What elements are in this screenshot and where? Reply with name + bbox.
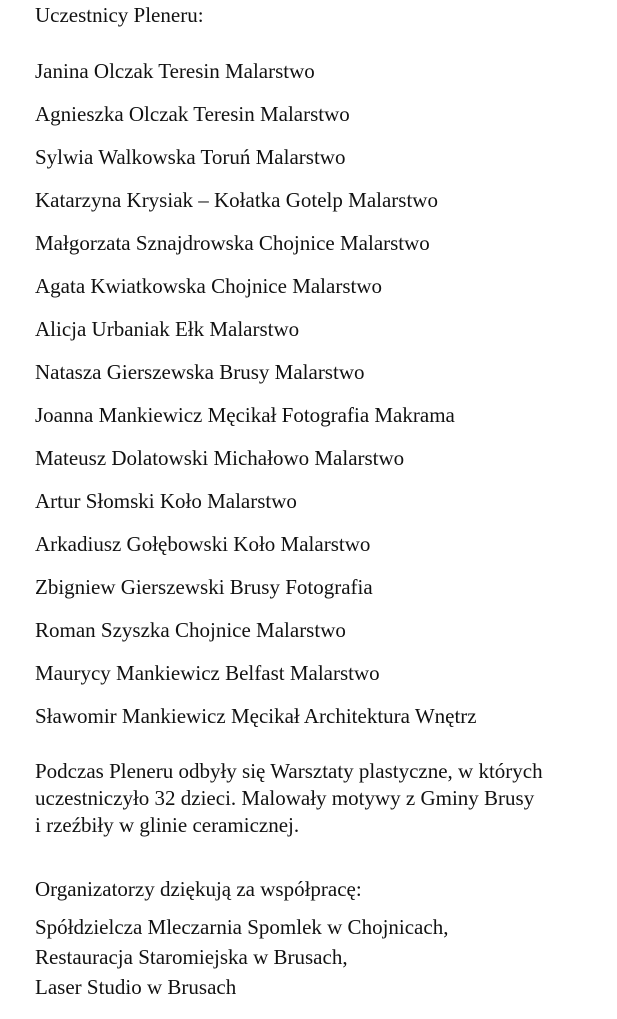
paragraph-line: uczestniczyło 32 dzieci. Malowały motywy z Gminy Brusy bbox=[35, 786, 535, 810]
workshop-paragraph bbox=[35, 758, 605, 839]
participants-heading: Uczestnicy Pleneru: bbox=[35, 3, 204, 27]
sponsor-item: Spółdzielcza Mleczarnia Spomlek w Chojnicach, bbox=[35, 915, 449, 939]
participant-item: Małgorzata Sznajdrowska Chojnice Malarstwo bbox=[35, 231, 430, 255]
participant-item: Sławomir Mankiewicz Męcikał Architektura Wnętrz bbox=[35, 704, 477, 728]
participant-item: Maurycy Mankiewicz Belfast Malarstwo bbox=[35, 661, 380, 685]
participant-item: Mateusz Dolatowski Michałowo Malarstwo bbox=[35, 446, 405, 470]
participant-item: Agata Kwiatkowska Chojnice Malarstwo bbox=[35, 274, 383, 298]
participant-item: Agnieszka Olczak Teresin Malarstwo bbox=[35, 102, 350, 126]
participant-item: Sylwia Walkowska Toruń Malarstwo bbox=[35, 145, 346, 169]
paragraph-line: Podczas Pleneru odbyły się Warsztaty plastyczne, w których bbox=[35, 759, 543, 783]
sponsor-item: Restauracja Staromiejska w Brusach, bbox=[35, 945, 348, 969]
thanks-heading: Organizatorzy dziękują za współpracę: bbox=[35, 877, 362, 901]
participants-list bbox=[35, 59, 477, 747]
participant-item: Artur Słomski Koło Malarstwo bbox=[35, 489, 297, 513]
sponsor-item: Laser Studio w Brusach bbox=[35, 975, 237, 999]
participant-item: Janina Olczak Teresin Malarstwo bbox=[35, 59, 315, 83]
participant-item: Arkadiusz Gołębowski Koło Malarstwo bbox=[35, 532, 371, 556]
participant-item: Alicja Urbaniak Ełk Malarstwo bbox=[35, 317, 300, 341]
paragraph-line: i rzeźbiły w glinie ceramicznej. bbox=[35, 813, 300, 837]
participant-item: Joanna Mankiewicz Męcikał Fotografia Makrama bbox=[35, 403, 455, 427]
participant-item: Natasza Gierszewska Brusy Malarstwo bbox=[35, 360, 365, 384]
sponsors-list bbox=[35, 915, 448, 1005]
participant-item: Roman Szyszka Chojnice Malarstwo bbox=[35, 618, 346, 642]
participant-item: Katarzyna Krysiak – Kołatka Gotelp Malarstwo bbox=[35, 188, 438, 212]
participant-item: Zbigniew Gierszewski Brusy Fotografia bbox=[35, 575, 373, 599]
